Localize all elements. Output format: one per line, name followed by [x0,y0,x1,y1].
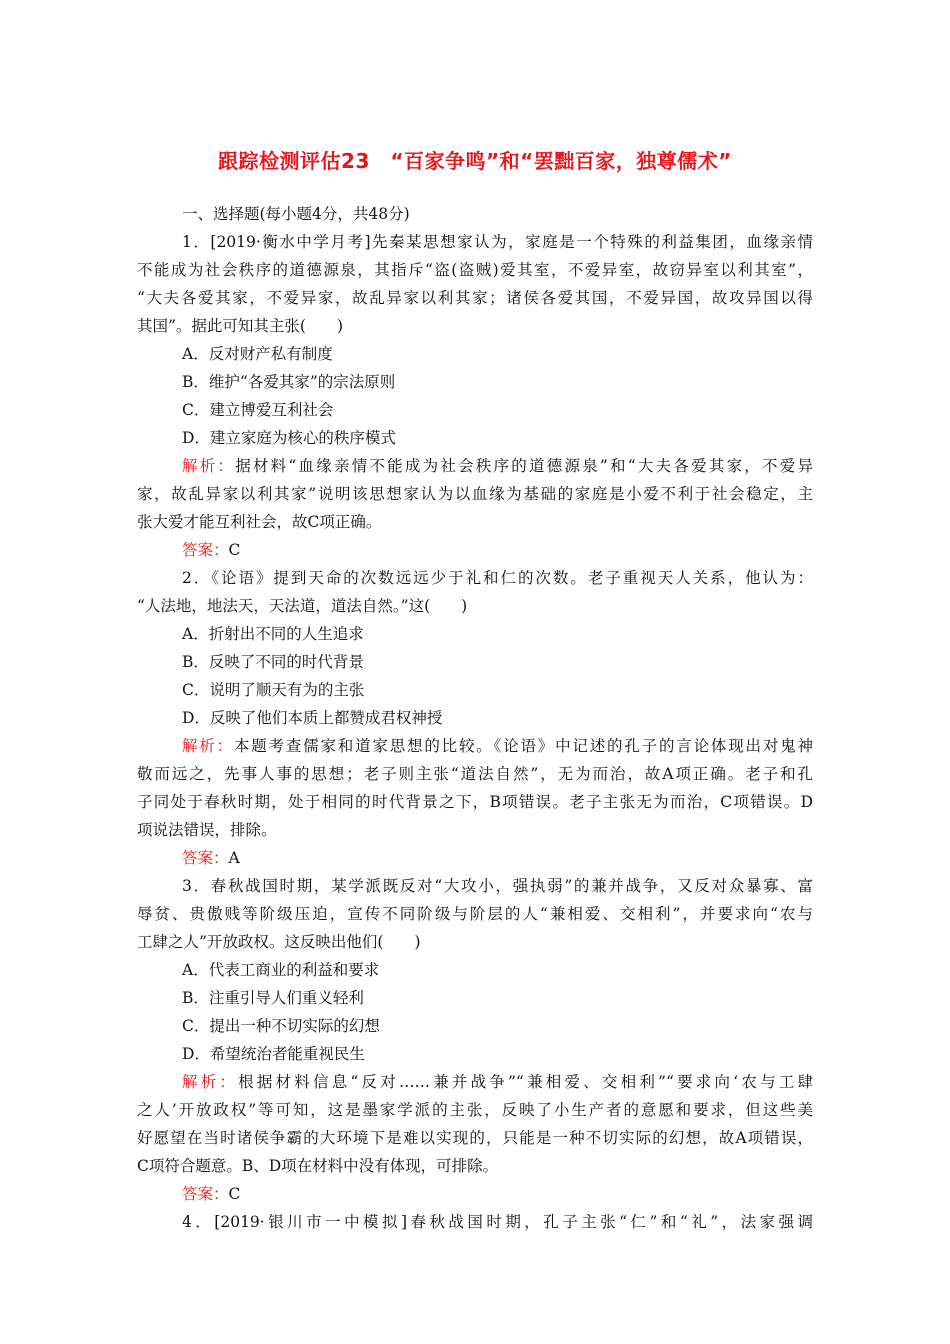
answer-value: C [228,541,241,559]
analysis-line: 敬而远之，先事人事的思想；老子则主张“道法自然”，无为而治，故A项正确。老子和孔 [137,765,813,783]
analysis-line: 项说法错误，排除。 [137,821,277,839]
question-stem-line: 辱贫、贵傲贱等阶级压迫，宣传不同阶级与阶层的人“兼相爱、交相利”，并要求向“农与 [137,905,813,923]
option-a: A．反对财产私有制度 [182,345,333,363]
answer-label: 答案： [182,541,229,559]
option-c: C．建立博爱互利社会 [182,401,334,419]
answer-line [137,1180,813,1208]
answer-label: 答案： [182,849,229,867]
document-body [137,200,813,1236]
analysis-line [137,452,813,480]
question-stem-line: 3．春秋战国时期，某学派既反对“大攻小，强执弱”的兼并战争，又反对众暴寡、富 [182,877,813,895]
question-1 [137,228,813,564]
question-stem-line: 其国”。据此可知其主张( ) [137,317,344,335]
question-stem-line: “人法地，地法天，天法道，道法自然。”这( ) [137,597,468,615]
page-title: 跟踪检测评估23 “百家争鸣”和“罢黜百家，独尊儒术” [218,149,732,173]
question-stem-line: 1．[2019·衡水中学月考]先秦某思想家认为，家庭是一个特殊的利益集团，血缘亲情 [182,233,813,251]
question-stem-line: “大夫各爱其家，不爱异家，故乱异家以利其家；诸侯各爱其国，不爱异国，故攻异国以得 [137,289,813,307]
analysis-label: 解析： [182,457,236,475]
answer-line [137,844,813,872]
answer-label: 答案： [182,1185,229,1203]
option-c: C．提出一种不切实际的幻想 [182,1017,380,1035]
analysis-label: 解析： [182,1073,239,1091]
question-stem-line: 4．[2019·银川市一中模拟]春秋战国时期，孔子主张“仁”和“礼”，法家强调 [182,1213,813,1231]
analysis-line: 之人’开放政权”等可知，这是墨家学派的主张，反映了小生产者的意愿和要求，但这些美 [137,1101,813,1119]
option-b: B．维护“各爱其家”的宗法原则 [182,373,396,391]
analysis-line: 好愿望在当时诸侯争霸的大环境下是难以实现的，只能是一种不切实际的幻想，故A项错误， [137,1129,813,1147]
answer-line [137,536,813,564]
answer-value: A [228,849,240,867]
option-b: B．注重引导人们重义轻利 [182,989,364,1007]
question-stem-line: 工肆之人”开放政权。这反映出他们( ) [137,933,421,951]
question-stem-line: 2．《论语》提到天命的次数远远少于礼和仁的次数。老子重视天人关系，他认为： [182,569,813,587]
analysis-line [137,1068,813,1096]
analysis-text: 本题考查儒家和道家思想的比较。《论语》中记述的孔子的言论体现出对鬼神 [233,737,813,755]
analysis-label: 解析： [182,737,234,755]
option-d: D．希望统治者能重视民生 [182,1045,365,1063]
option-d: D．反映了他们本质上都赞成君权神授 [182,709,443,727]
analysis-text: 根据材料信息“反对……兼并战争”“兼相爱、交相利”“要求向‘农与工肆 [238,1073,813,1091]
option-a: A．代表工商业的利益和要求 [182,961,380,979]
question-4 [137,1208,813,1236]
section-header: 一、选择题(每小题4分，共48分) [182,205,410,223]
analysis-line: 子同处于春秋时期，处于相同的时代背景之下，B项错误。老子主张无为而治，C项错误。D [137,793,813,811]
analysis-line: 张大爱才能互利社会，故C项正确。 [137,513,382,531]
option-a: A．折射出不同的人生追求 [182,625,364,643]
option-d: D．建立家庭为核心的秩序模式 [182,429,396,447]
question-3 [137,872,813,1208]
analysis-line: C项符合题意。B、D项在材料中没有体现，可排除。 [137,1157,499,1175]
analysis-text: 据材料“血缘亲情不能成为社会秩序的道德源泉”和“大夫各爱其家，不爱异 [235,457,813,475]
answer-value: C [228,1185,241,1203]
analysis-line [137,732,813,760]
analysis-line: 家，故乱异家以利其家”说明该思想家认为以血缘为基础的家庭是小爱不利于社会稳定，主 [137,485,813,503]
option-b: B．反映了不同的时代背景 [182,653,364,671]
question-2 [137,564,813,872]
question-stem-line: 不能成为社会秩序的道德源泉，其指斥“盗(盗贼)爱其室，不爱异室，故窃异室以利其室”， [137,261,813,279]
option-c: C．说明了顺天有为的主张 [182,681,365,699]
